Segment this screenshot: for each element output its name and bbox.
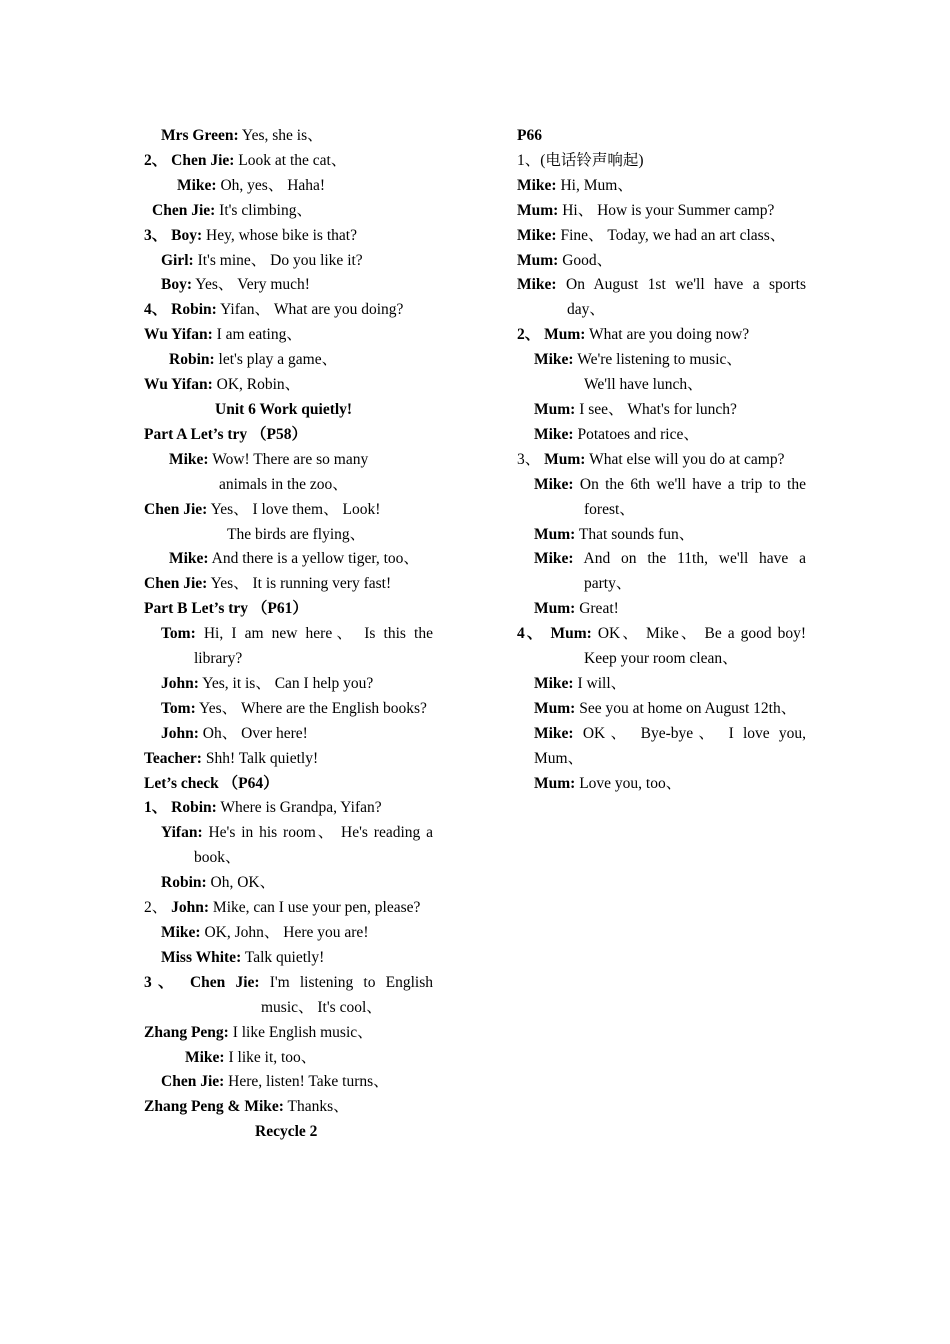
dialogue-line [517, 697, 806, 722]
speaker-label: Chen Jie: [152, 201, 216, 219]
dialogue-text: What else will you do at camp? [585, 450, 785, 468]
dialogue-line [144, 323, 433, 348]
dialogue-text: Hi、 How is your Summer camp? [558, 201, 775, 219]
dialogue-line [144, 622, 433, 672]
speaker-label: Mike: [534, 674, 574, 692]
speaker-label: Boy: [161, 276, 192, 294]
dialogue-text: Yes, she is、 [238, 127, 323, 144]
section-heading: Part B Let’s try （P61） [144, 600, 308, 618]
dialogue-text: Oh、 Over here! [198, 724, 308, 742]
speaker-label: 3、 Boy: [144, 226, 203, 244]
dialogue-line [517, 622, 806, 672]
dialogue-line [144, 498, 433, 523]
speaker-label: Mike: [517, 176, 557, 194]
right-column [517, 124, 806, 796]
section-heading: Recycle 2 [255, 1123, 318, 1141]
dialogue-text: Hey, whose bike is that? [202, 226, 357, 244]
speaker-label: Zhang Peng: [144, 1023, 229, 1041]
dialogue-line [144, 921, 433, 946]
dialogue-text: I like English music、 [228, 1023, 373, 1041]
speaker-label: Mrs Green: [161, 127, 239, 144]
dialogue-line [144, 273, 433, 298]
dialogue-text: animals in the zoo、 [219, 475, 348, 493]
speaker-label: John: [171, 899, 210, 917]
dialogue-text: The birds are flying、 [227, 525, 366, 543]
dialogue-text: I like it, too、 [224, 1048, 317, 1066]
dialogue-text: We'll have lunch、 [584, 376, 703, 394]
dialogue-line [144, 796, 433, 821]
dialogue-line [517, 772, 806, 797]
dialogue-text: Good、 [558, 251, 613, 269]
dialogue-line [144, 896, 433, 921]
dialogue-line [517, 423, 806, 448]
speaker-label: Wu Yifan: [144, 376, 213, 394]
dialogue-text: Where is Grandpa, Yifan? [216, 799, 382, 817]
dialogue-line [517, 672, 806, 697]
dialogue-line [144, 523, 433, 548]
dialogue-line [144, 348, 433, 373]
speaker-label: Mum: [534, 600, 576, 618]
dialogue-text: Oh, OK、 [206, 874, 276, 892]
speaker-label: Mike: [185, 1048, 225, 1066]
dialogue-text: That sounds fun、 [575, 525, 695, 543]
dialogue-text: On August 1st we'll have a sports day、 [556, 276, 806, 319]
dialogue-line [144, 298, 433, 323]
speaker-label: Mum: [534, 400, 576, 418]
speaker-label: 1、 Robin: [144, 799, 217, 817]
dialogue-line [517, 199, 806, 224]
dialogue-line [144, 1021, 433, 1046]
dialogue-line [144, 249, 433, 274]
dialogue-text: Yifan、 What are you doing? [216, 301, 404, 319]
dialogue-text: Wow! There are so many [208, 450, 369, 468]
speaker-label: Robin: [161, 874, 207, 892]
dialogue-text: And on the 11th, we'll have a party、 [573, 550, 806, 593]
speaker-label: Tom: [161, 699, 196, 717]
dialogue-line [144, 722, 433, 747]
dialogue-text: Yes、 I love them、 Look! [207, 500, 381, 518]
speaker-label: John: [161, 724, 199, 742]
speaker-label: Mum: [544, 450, 586, 468]
dialogue-text: And there is a yellow tiger, too、 [208, 550, 419, 568]
dialogue-line [144, 547, 433, 572]
speaker-label: Yifan: [161, 824, 203, 842]
dialogue-text: Potatoes and rice、 [573, 425, 699, 443]
dialogue-line [517, 473, 806, 523]
dialogue-line [144, 448, 433, 473]
speaker-label: Chen Jie: [144, 575, 208, 593]
dialogue-line [144, 747, 433, 772]
section-heading: Let’s check （P64） [144, 774, 279, 792]
dialogue-line [144, 473, 433, 498]
dialogue-line [144, 946, 433, 971]
dialogue-line [517, 224, 806, 249]
speaker-label: 4、 Robin: [144, 301, 217, 319]
dialogue-text: I will、 [573, 674, 627, 692]
dialogue-text: Yes、 Where are the English books? [195, 699, 427, 717]
dialogue-line [144, 821, 433, 871]
dialogue-line [144, 572, 433, 597]
dialogue-text: It's climbing、 [215, 201, 312, 219]
dialogue-line [517, 523, 806, 548]
dialogue-line [144, 871, 433, 896]
speaker-label: Mum: [534, 699, 576, 717]
dialogue-line [517, 273, 806, 323]
dialogue-text: Yes, it is、 Can I help you? [198, 674, 374, 692]
speaker-label: Mike: [161, 924, 201, 941]
dialogue-text: Love you, too、 [575, 774, 682, 792]
dialogue-line [144, 672, 433, 697]
speaker-label: 2、 Chen Jie: [144, 151, 235, 169]
dialogue-line [517, 547, 806, 597]
section-heading: Unit 6 Work quietly! [215, 400, 353, 418]
dialogue-text: Mike, can I use your pen, please? [209, 899, 421, 917]
dialogue-text: Shh! Talk quietly! [201, 749, 319, 767]
dialogue-line [517, 398, 806, 423]
dialogue-text: Oh, yes、 Haha! [216, 176, 326, 194]
dialogue-text: OK, John、 Here you are! [200, 924, 369, 941]
speaker-label: Mum: [534, 774, 576, 792]
dialogue-line [517, 597, 806, 622]
dialogue-line [517, 448, 806, 473]
dialogue-line [144, 697, 433, 722]
speaker-label: Mike: [534, 724, 574, 742]
dialogue-line [517, 149, 806, 174]
dialogue-line [144, 1070, 433, 1095]
dialogue-line [517, 722, 806, 772]
dialogue-text: On the 6th we'll have a trip to the forest、 [573, 475, 806, 518]
speaker-label: Chen Jie: [161, 1073, 225, 1091]
dialogue-line [517, 348, 806, 373]
dialogue-text: See you at home on August 12th、 [575, 699, 797, 717]
dialogue-text: OK、 Mike、 Be a good boy! Keep your room clean、 [584, 625, 806, 668]
speaker-label: Chen Jie: [144, 500, 208, 518]
dialogue-line [144, 149, 433, 174]
dialogue-line [144, 1095, 433, 1120]
dialogue-text: What are you doing now? [585, 326, 750, 344]
section-heading: P66 [517, 127, 542, 144]
dialogue-text: I see、 What's for lunch? [575, 400, 737, 418]
speaker-label: Miss White: [161, 948, 242, 966]
speaker-label: Mike: [517, 226, 557, 244]
dialogue-text: Thanks、 [283, 1098, 349, 1116]
dialogue-line [144, 971, 433, 1021]
dialogue-text: I am eating、 [212, 326, 302, 344]
dialogue-text: OK, Robin、 [212, 376, 301, 394]
dialogue-line [144, 373, 433, 398]
speaker-label: Robin: [169, 351, 215, 369]
dialogue-line [144, 124, 433, 149]
dialogue-text: He's in his room、 He's reading a book、 [194, 824, 433, 867]
speaker-label: Girl: [161, 251, 194, 269]
speaker-label: Mike: [534, 351, 574, 369]
speaker-label: Mike: [534, 550, 574, 568]
dialogue-text: 1、(电话铃声响起) [517, 151, 644, 169]
line-number: 3、 [517, 450, 545, 468]
speaker-label: 2、 Mum: [517, 326, 586, 344]
dialogue-line [517, 249, 806, 274]
dialogue-line [517, 323, 806, 348]
dialogue-text: Hi, I am new here、 Is this the library? [194, 625, 433, 668]
speaker-label: 3、 Chen Jie: [144, 973, 260, 991]
speaker-label: John: [161, 674, 199, 692]
speaker-label: Zhang Peng & Mike: [144, 1098, 284, 1116]
speaker-label: Mike: [177, 176, 217, 194]
dialogue-text: We're listening to music、 [573, 351, 742, 369]
dialogue-line [517, 174, 806, 199]
dialogue-text: Hi, Mum、 [556, 176, 633, 194]
speaker-label: Mike: [169, 450, 209, 468]
dialogue-text: Here, listen! Take turns、 [224, 1073, 389, 1091]
speaker-label: Mike: [169, 550, 209, 568]
section-heading: Part A Let’s try （P58） [144, 425, 307, 443]
speaker-label: Mum: [517, 251, 559, 269]
dialogue-text: Look at the cat、 [234, 151, 347, 169]
speaker-label: Mike: [534, 425, 574, 443]
speaker-label: Tom: [161, 625, 196, 643]
speaker-label: Wu Yifan: [144, 326, 213, 344]
dialogue-text: OK、 Bye-bye、 I love you, Mum、 [534, 724, 806, 767]
speaker-label: Mum: [534, 525, 576, 543]
speaker-label: 4、 Mum: [517, 625, 592, 643]
dialogue-text: Fine、 Today, we had an art class、 [556, 226, 786, 244]
speaker-label: Mum: [517, 201, 559, 219]
dialogue-line [517, 373, 806, 398]
dialogue-text: Great! [575, 600, 619, 618]
line-number: 2、 [144, 899, 172, 917]
dialogue-line [144, 199, 433, 224]
dialogue-text: Talk quietly! [241, 948, 325, 966]
dialogue-line [144, 174, 433, 199]
dialogue-text: let's play a game、 [214, 351, 338, 369]
dialogue-line [144, 1046, 433, 1071]
speaker-label: Mike: [517, 276, 557, 294]
left-column [144, 124, 433, 1145]
dialogue-text: It's mine、 Do you like it? [193, 251, 363, 269]
dialogue-text: Yes、 It is running very fast! [207, 575, 392, 593]
dialogue-text: Yes、 Very much! [192, 276, 310, 294]
speaker-label: Teacher: [144, 749, 202, 767]
dialogue-text: I'm listening to English music、 It's cool、 [259, 973, 433, 1016]
speaker-label: Mike: [534, 475, 574, 493]
dialogue-line [144, 224, 433, 249]
